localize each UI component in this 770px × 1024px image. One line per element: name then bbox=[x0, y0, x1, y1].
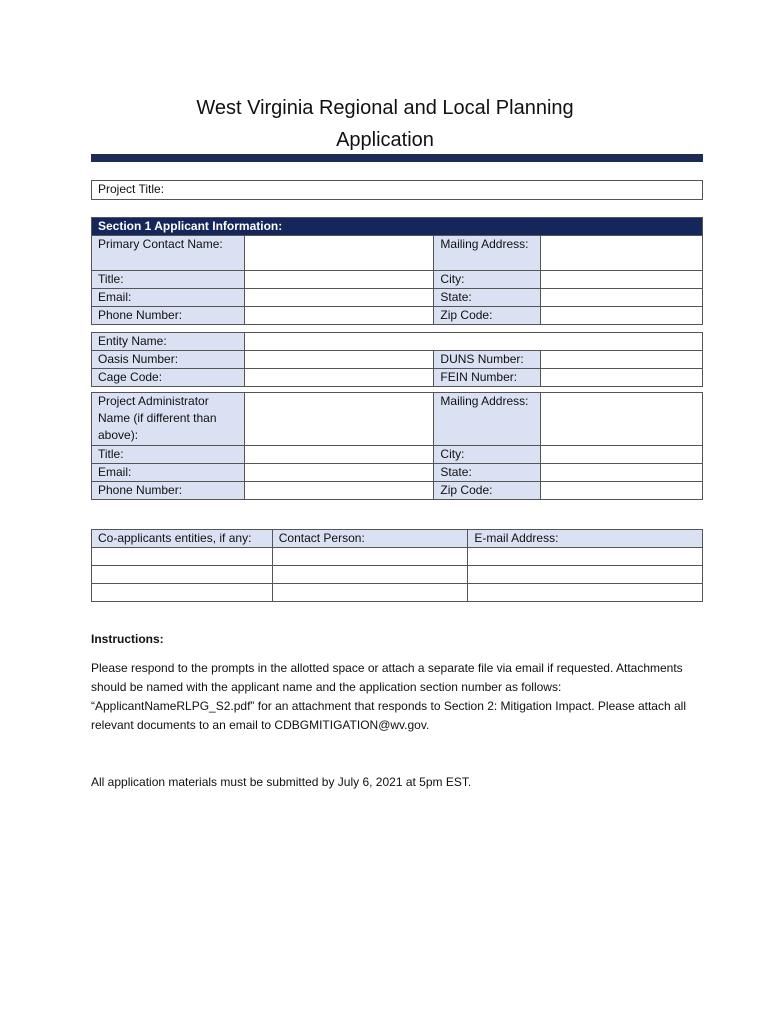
admin-email-label: Email: bbox=[92, 464, 245, 482]
coapplicant-email-cell[interactable] bbox=[468, 548, 703, 566]
admin-email-field[interactable] bbox=[244, 464, 434, 482]
coapplicant-email-cell[interactable] bbox=[468, 584, 703, 602]
primary-contact-label: Primary Contact Name: bbox=[92, 236, 245, 271]
admin-city-label: City: bbox=[434, 446, 541, 464]
coapplicants-header: Co-applicants entities, if any: bbox=[92, 530, 273, 548]
project-title-label: Project Title: bbox=[98, 182, 165, 196]
coapplicant-entity-cell[interactable] bbox=[92, 584, 273, 602]
table-row bbox=[92, 548, 703, 566]
admin-city-field[interactable] bbox=[541, 446, 703, 464]
project-title-table bbox=[91, 180, 703, 200]
admin-mailing-address-label: Mailing Address: bbox=[434, 393, 541, 446]
admin-zip-label: Zip Code: bbox=[434, 482, 541, 500]
email-field[interactable] bbox=[244, 289, 434, 307]
fein-number-field[interactable] bbox=[541, 369, 703, 387]
administrator-name-field[interactable] bbox=[244, 393, 434, 446]
contact-person-header: Contact Person: bbox=[272, 530, 468, 548]
phone-label: Phone Number: bbox=[92, 307, 245, 325]
section1-header: Section 1 Applicant Information: bbox=[92, 218, 703, 236]
title-line-1: West Virginia Regional and Local Planning bbox=[196, 97, 574, 119]
coapplicant-contact-cell[interactable] bbox=[272, 584, 468, 602]
admin-title-label: Title: bbox=[92, 446, 245, 464]
admin-zip-field[interactable] bbox=[541, 482, 703, 500]
table-row bbox=[92, 584, 703, 602]
state-field[interactable] bbox=[541, 289, 703, 307]
duns-number-field[interactable] bbox=[541, 351, 703, 369]
coapplicant-contact-cell[interactable] bbox=[272, 566, 468, 584]
admin-mailing-address-field[interactable] bbox=[541, 393, 703, 446]
duns-number-label: DUNS Number: bbox=[434, 351, 541, 369]
admin-title-field[interactable] bbox=[244, 446, 434, 464]
phone-field[interactable] bbox=[244, 307, 434, 325]
entity-name-label: Entity Name: bbox=[92, 333, 245, 351]
coapplicants-table bbox=[91, 529, 703, 602]
zip-field[interactable] bbox=[541, 307, 703, 325]
coapplicant-entity-cell[interactable] bbox=[92, 548, 273, 566]
cage-code-field[interactable] bbox=[244, 369, 434, 387]
entity-name-field[interactable] bbox=[244, 333, 702, 351]
administrator-name-label: Project Administrator Name (if different than above): bbox=[92, 393, 245, 446]
coapplicant-email-cell[interactable] bbox=[468, 566, 703, 584]
email-address-header: E-mail Address: bbox=[468, 530, 703, 548]
document-title bbox=[0, 92, 770, 156]
admin-state-field[interactable] bbox=[541, 464, 703, 482]
title-field[interactable] bbox=[244, 271, 434, 289]
title-rule bbox=[91, 154, 703, 162]
title-label: Title: bbox=[92, 271, 245, 289]
city-label: City: bbox=[434, 271, 541, 289]
coapplicant-entity-cell[interactable] bbox=[92, 566, 273, 584]
deadline-text: All application materials must be submitted by July 6, 2021 at 5pm EST. bbox=[91, 775, 472, 789]
instructions-heading: Instructions: bbox=[91, 632, 164, 646]
oasis-number-label: Oasis Number: bbox=[92, 351, 245, 369]
admin-phone-label: Phone Number: bbox=[92, 482, 245, 500]
admin-phone-field[interactable] bbox=[244, 482, 434, 500]
instructions-body: Please respond to the prompts in the allotted space or attach a separate file via email if requested. Attachments should be named with the applicant name and the application section number as follows: “ApplicantNameRLPG_S2.pdf” for an attachment that responds to Section 2: Mitigation Impact. Please attach all relevant documents to an email to CDBGMITIGATION@wv.gov. bbox=[91, 661, 686, 732]
city-field[interactable] bbox=[541, 271, 703, 289]
entity-table bbox=[91, 332, 703, 387]
email-label: Email: bbox=[92, 289, 245, 307]
cage-code-label: Cage Code: bbox=[92, 369, 245, 387]
primary-contact-field[interactable] bbox=[244, 236, 434, 271]
table-row bbox=[92, 566, 703, 584]
mailing-address-label: Mailing Address: bbox=[434, 236, 541, 271]
zip-label: Zip Code: bbox=[434, 307, 541, 325]
oasis-number-field[interactable] bbox=[244, 351, 434, 369]
administrator-table bbox=[91, 392, 703, 500]
fein-number-label: FEIN Number: bbox=[434, 369, 541, 387]
mailing-address-field[interactable] bbox=[541, 236, 703, 271]
coapplicant-contact-cell[interactable] bbox=[272, 548, 468, 566]
section1-table bbox=[91, 217, 703, 325]
state-label: State: bbox=[434, 289, 541, 307]
admin-state-label: State: bbox=[434, 464, 541, 482]
project-title-field[interactable] bbox=[92, 181, 703, 200]
title-line-2: Application bbox=[336, 129, 434, 151]
